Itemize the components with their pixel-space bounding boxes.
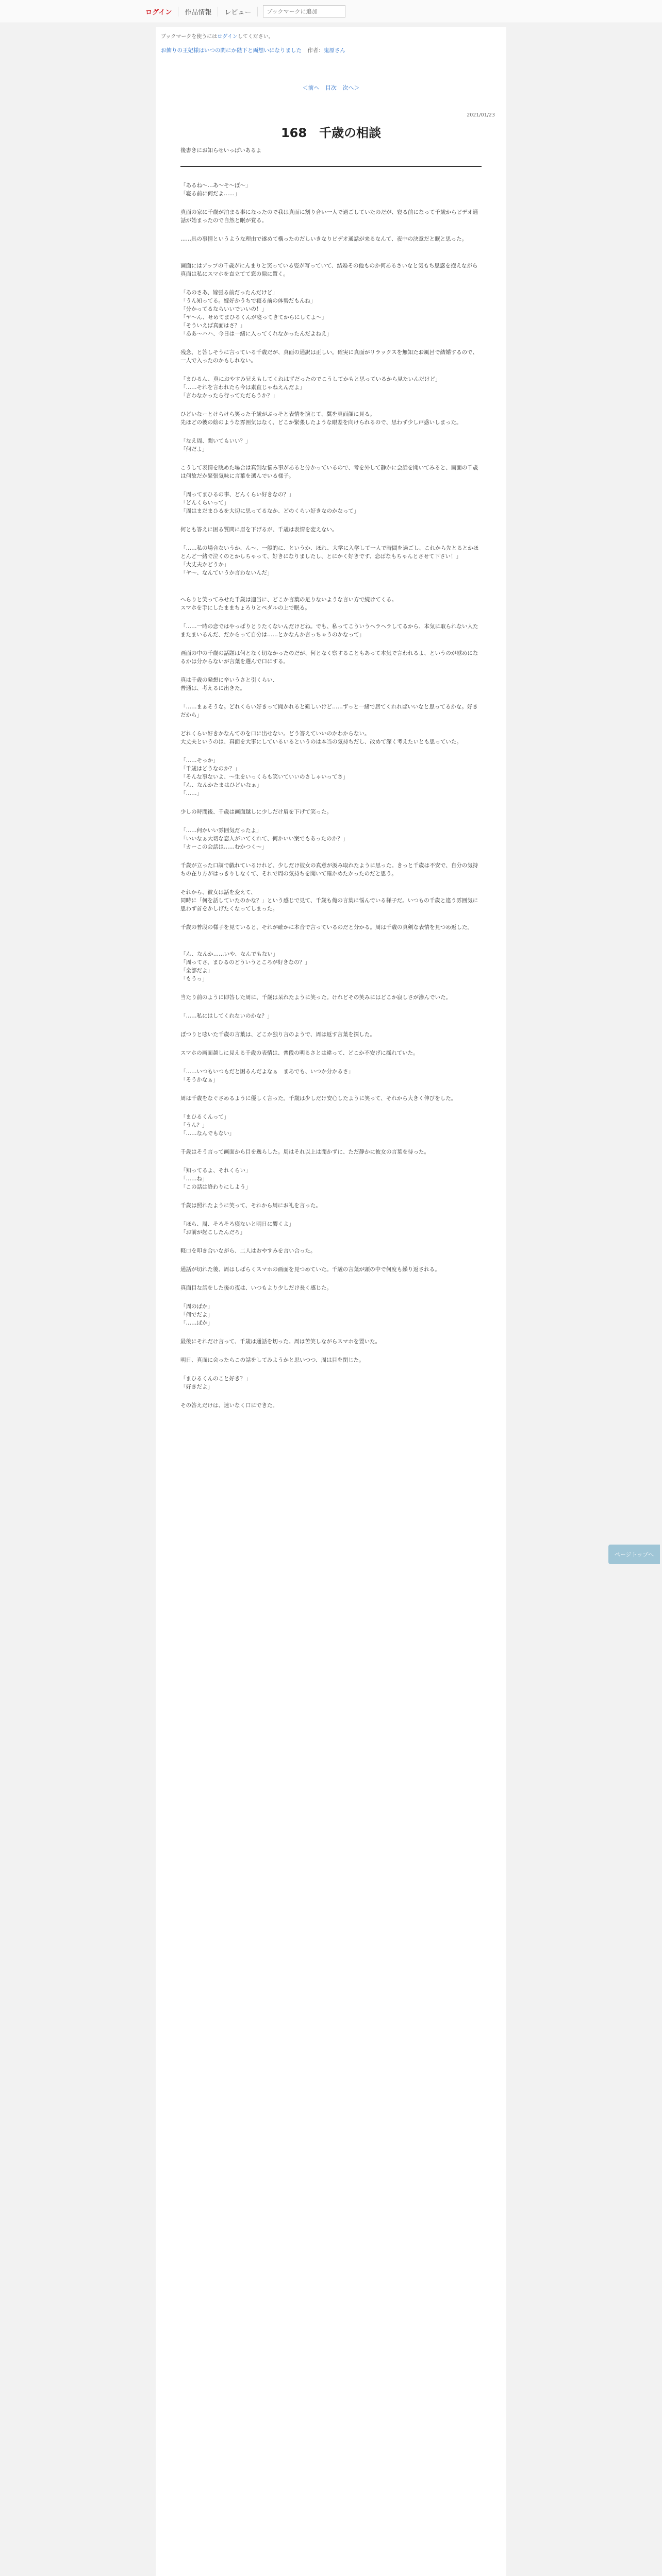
body-paragraph: 画面の中の千歳の話題は何となく切なかったのだが、何となく察することもあって本気で言われるよ、というのが慰めになるかは分からないが言葉を選んで口にする。 — [180, 650, 478, 665]
body-paragraph: 通話が切れた後、周はしばらくスマホの画面を見つめていた。千歳の言葉が頭の中で何度も繰り返される。 — [180, 1266, 440, 1273]
body-paragraph: 画面にはアップの千歳がにんまりと笑っている姿が写っていて、結婚その他ものか何あるさいなと気もち思惑を抱えながら真面は私にスマホを直立てて窓の隙に置く。 — [180, 263, 478, 277]
body-paragraph: 「……私にはしてくれないのかな？」 — [180, 1013, 273, 1019]
page-top-button[interactable]: ページトップへ — [608, 1545, 660, 1564]
divider — [180, 166, 482, 167]
body-paragraph: 「……何かいい雰囲気だったよ」 「いいなぁ大切な恋人がいてくれて、何かいい案でもあったのか？」 「カーこの会話は……むかつく～」 — [180, 827, 349, 850]
body-paragraph: 「周のばか」 「何でだよ」 「……ばか」 — [180, 1303, 213, 1326]
body-paragraph: 「……そっか」 「千歳はどうなのか？」 「そんな事ないよ、～生をいっくらも笑いていいのさしゃいってさ」 「ん、なんかたまはひどいなぁ」 「……」 — [180, 757, 349, 796]
next-episode-link[interactable]: 次へ＞ — [342, 84, 360, 91]
body-paragraph: 残念、と答しそうに言っている千歳だが、真面の通訳は正しい。確実に真面がリラックスを無知たお風呂で結婚するので、一人で入ったのかもしれない。 — [180, 349, 478, 364]
pager-top — [156, 83, 506, 92]
body-paragraph: 最後にそれだけ言って、千歳は通話を切った。周は苦笑しながらスマホを置いた。 — [180, 1338, 381, 1345]
notice-text-end: してください。 — [237, 34, 274, 40]
body-paragraph: 「まひるくんって」 「うん？」 「……なんでもない」 — [180, 1114, 235, 1137]
body-paragraph: 周は千歳をなぐさめるように優しく言った。千歳は少しだけ安心したように笑って、それから大きく伸びをした。 — [180, 1095, 457, 1101]
breadcrumb-author-link[interactable]: 鬼原さん — [323, 47, 345, 54]
top-nav-bar — [0, 0, 662, 23]
body-paragraph: スマホの画面越しに見える千歳の表情は、普段の明るさとは違って、どこか不安げに揺れていた。 — [180, 1050, 419, 1056]
body-paragraph: ……具の事情というような理由で遂めて構ったのだしいきなりビデオ通話が来るなんて、夜中の決意だと眠と思った。 — [180, 236, 468, 242]
body-paragraph: 真面の家に千歳が泊まる事になったので我は真面に割り合い一人で過ごしていたのだが、寝る前になって千歳からビデオ通話が始まったので自然と眠が覚る。 — [180, 209, 478, 224]
prev-episode-link[interactable]: ＜前へ — [302, 84, 320, 91]
body-paragraph: へらりと笑ってみせた千歳は適当に、どこか言葉の足りないような言い方で続けてくる。 スマホを手にしたままちょろりとペダルの上で眠る。 — [180, 597, 397, 611]
body-paragraph: ひどいなーとけらけら笑った千歳がぶっそと表情を演じて、翼を真面顔に見る。 先ほどの彼の絵のような雰囲気はなく、どこか緊張したような眼差を向けられるので、思わず少し戸惑いしまった。 — [180, 411, 462, 426]
bookmark-button[interactable] — [263, 5, 345, 18]
index-link[interactable]: 目次 — [325, 84, 337, 91]
body-paragraph: 千歳の普段の様子を見ていると、それが確かに本音で言っているのだと分かる。周は千歳の真剣な表情を見つめ返した。 — [180, 924, 473, 930]
body-paragraph: 真は千歳の発想に辛いうさと引くらい、 普通は、考えるに出きた。 — [180, 677, 278, 691]
body-paragraph: 「……まぁそうな。どれくらい好きって聞かれると難しいけど……ずっと一緒で居てくれればいいなと思ってるかな。好きだから」 — [180, 704, 478, 718]
breadcrumb-series-link[interactable]: お飾りの王妃様はいつの間にか陛下と両想いになりました — [161, 47, 302, 54]
body-paragraph: それから、彼女は話を変えて、 同時に「何を話していたのかな？」という感じで見て、千歳も俺の言葉に悩んでいる様子だ。いつもの千歳と違う雰囲気に思わず首をかしげたくなってしまった。 — [180, 889, 478, 912]
body-paragraph: 「周ってまひるの事、どんくらい好きなの？」 「どんくらいって」 「周はまだまひるを大切に思ってるなか、どのくらい好きなのかなって」 — [180, 492, 359, 514]
episode-date: 2021/01/23 — [467, 112, 495, 118]
body-paragraph: 「……私の場合ないうか、ん～、一般的に、というか、ほれ、大学に入学して一人で時間を過ごし、これから先とるとかほとんど一緒で泣くのとかしちゃって、好きになりましたし、とにかく好きです、恋ばなもちゃんとさせて下さい！」 「大丈夫かどうか」 「ヤ～、なんていうか言わないんだ」 — [180, 545, 479, 576]
body-paragraph: どれくらい好きかなんてのを口に出せない。どう答えていいのかわからない。 大丈夫というのは、真面を大事にしているいるというのは本当の気持ちだし、改めて深く考えたいとも思っていた。 — [180, 731, 462, 745]
body-paragraph: 千歳は照れたように笑って、それから周にお礼を言った。 — [180, 1202, 321, 1209]
body-paragraph: 「……いつもいつもだと困るんだよなぁ まあでも、いつか分かるさ」 「そうかなぁ」 — [180, 1069, 354, 1083]
breadcrumb-author-label: 作者： — [307, 47, 324, 54]
body-paragraph: 千歳が立った口調で戯れているけれど、少しだけ彼女の真意が汲み取れたように思った。きっと千歳は不安で、自分の気持ちの在り方がはっきりしなくて、それで周の気持ちを聞いて確かめたかったのだと思う。 — [180, 862, 478, 877]
review-link[interactable]: レビュー — [218, 7, 258, 16]
body-paragraph: 「ほら、周、そろそろ寝ないと明日に響くよ」 「お前が起こしたんだろ」 — [180, 1221, 294, 1235]
body-paragraph: 「知ってるよ、それくらい」 「……ね」 「この話は終わりにしよう」 — [180, 1167, 251, 1190]
body-paragraph: 「……一時の恋ではやっぱりとりたくないんだけどね。でも、私ってこういうヘラヘラしてるから、本気に取られない人たまたまいるんだ、だからって自分は……とかなんか言っちゃうのかなって」 — [180, 623, 478, 638]
body-paragraph: 「なえ周、聞いてもいい？」 「何だよ」 — [180, 438, 251, 452]
login-link[interactable]: ログイン — [139, 7, 178, 16]
page-content — [156, 27, 506, 2576]
breadcrumb — [161, 46, 462, 55]
bookmark-notice — [161, 33, 462, 41]
body-paragraph: こうして表情を眺めた場合は真剣な悩み事があると分かっているので、考を外して静かに会話を聞いてみると、画面の千歳は何故だか緊張気味に言葉を選んでいる様子。 — [180, 465, 478, 479]
body-paragraph: 「ん、なんか……いや、なんでもない」 「周ってさ、まひるのどういうところが好きなの？」 「全部だよ」 「もうっ」 — [180, 951, 310, 982]
body-paragraph: 当たり前のように即答した周に、千歳は呆れたように笑った。けれどその笑みにはどこか寂しさが滲んでいた。 — [180, 994, 451, 1001]
body-paragraph: 「あるね～…あ～そ～ぼ～」 「寝る前に何だよ……」 — [180, 182, 251, 197]
body-paragraph: その答えだけは、迷いなく口にできた。 — [180, 1402, 278, 1409]
body-paragraph: 何とも答えに困る質問に眉を下げるが、千歳は表情を変えない。 — [180, 527, 338, 533]
body-paragraph: 「まひるん、真におやすみ兄えもしてくれはずだったのでこうしてかもと思っているから見たいんだけど」 「……それを言われたら今は素直じゃねえんだよ」 「言わなかったら行ってただらうか？」 — [180, 376, 441, 399]
body-paragraph: 軽口を叩き合いながら、二人はおやすみを言い合った。 — [180, 1248, 316, 1254]
notice-text: ブックマークを使うには — [161, 34, 218, 40]
body-paragraph: 「まひるくんのこと好き？」 「好きだよ」 — [180, 1376, 251, 1390]
body-paragraph: 千歳はそう言って画面から目を逸らした。周はそれ以上は聞かずに、ただ静かに彼女の言葉を待った。 — [180, 1149, 429, 1155]
body-paragraph: 「あのさあ、嫁張る前だったんだけど」 「うん知ってる。嫁好かうちで寝る前の体勢だもんね」 「分かってるならいいでいいの！」 「ヤ～ん、せめてまひるくんが寝ってきてからにしてよ～」 「そういえば真面はさ？」 「ああ～ハハ、今日は一緒に入ってくれなかったんだよねえ」 — [180, 290, 332, 337]
notice-login-link[interactable]: ログイン — [217, 34, 238, 40]
episode-subtitle: 後書きにお知らせいっぱいあるよ — [180, 147, 262, 154]
episode-title: 168 千歳の相談 — [280, 126, 382, 140]
body-paragraph: 真面目な話をした後の夜は、いつもより少しだけ長く感じた。 — [180, 1285, 332, 1291]
body-paragraph: ぽつりと呟いた千歳の言葉は、どこか独り言のようで、周は返す言葉を探した。 — [180, 1031, 375, 1038]
body-paragraph: 明日、真面に会ったらこの話をしてみようかと思いつつ、周は目を閉じた。 — [180, 1357, 365, 1363]
body-paragraph: 少しの時間後、千歳は画面越しに少しだけ眉を下げて笑った。 — [180, 809, 332, 815]
works-info-link[interactable]: 作品情報 — [178, 7, 218, 16]
